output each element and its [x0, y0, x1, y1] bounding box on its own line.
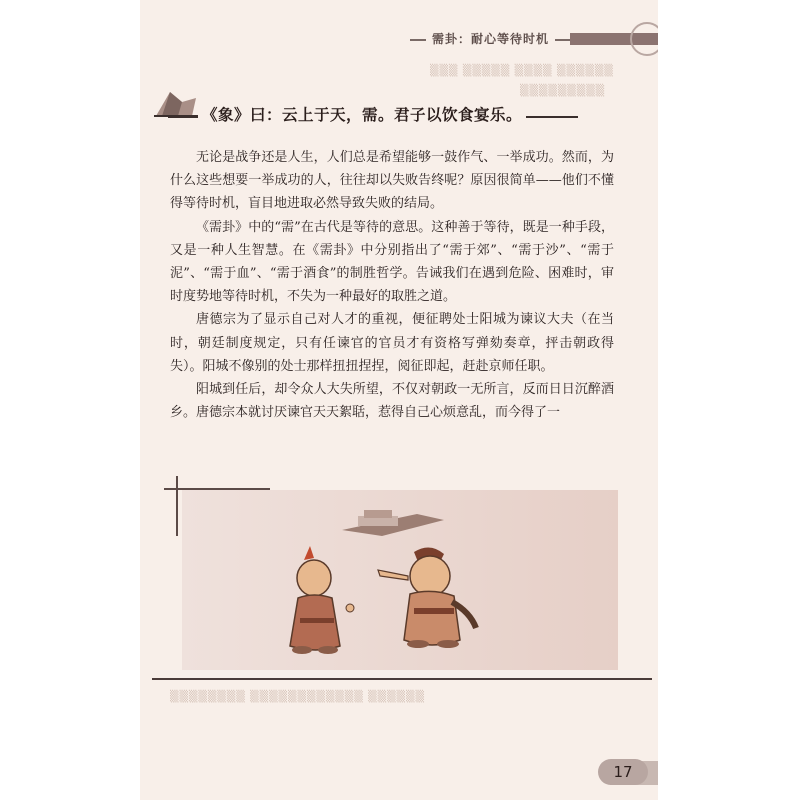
paragraph: 无论是战争还是人生，人们总是希望能够一鼓作气、一举成功。然而，为什么这些想要一举成功的人，往往却以失败告终呢？原因很简单——他们不懂得等待时机，盲目地进取必然导致失败的结局。 [170, 150, 614, 212]
show-through-text: ▒▒▒▒▒▒▒▒ ▒▒▒▒▒▒▒▒▒▒▒▒ ▒▒▒▒▒▒ [170, 690, 425, 703]
book-page [140, 0, 658, 800]
running-title: 需卦：耐心等待时机 [426, 30, 555, 47]
bottom-rule [152, 678, 652, 680]
paragraph: 阳城到任后，却令众人大失所望，不仅对朝政一无所言，反而日日沉醉酒乡。唐德宗本就讨厌谏官天天絮聒，惹得自己心烦意乱，而今得了一 [170, 382, 614, 421]
header-circle-ornament [630, 22, 658, 56]
show-through-text: ▒▒▒ ▒▒▒▒▒ ▒▒▒▒ ▒▒▒▒▒▒ [430, 64, 614, 77]
body-text [170, 146, 614, 424]
paragraph: 《需卦》中的“需”在古代是等待的意思。这种善于等待，既是一种手段，又是一种人生智慧。在《需卦》中分别指出了“需于郊”、“需于沙”、“需于泥”、“需于血”、“需于酒食”的制胜哲学。告诫我们在遇到危险、困难时，审时度势地等待时机，不失为一种最好的取胜之道。 [170, 219, 614, 305]
show-through-text: ▒▒▒▒▒▒▒▒▒ [520, 84, 606, 97]
paragraph: 唐德宗为了显示自己对人才的重视，便征聘处士阳城为谏议大夫（在当时，朝廷制度规定，只有任谏官的官员才有资格写弹劾奏章，抨击朝政得失）。阳城不像别的处士那样扭扭捏捏，阅征即起，赶赴京师任职。 [170, 312, 614, 374]
xiang-quote: 《象》曰：云上于天，需。君子以饮食宴乐。 [198, 103, 526, 125]
page-number: 17 [598, 759, 648, 785]
scroll-ornament-icon [152, 88, 202, 118]
corner-mark [176, 476, 178, 536]
cartoon-illustration [182, 490, 618, 670]
